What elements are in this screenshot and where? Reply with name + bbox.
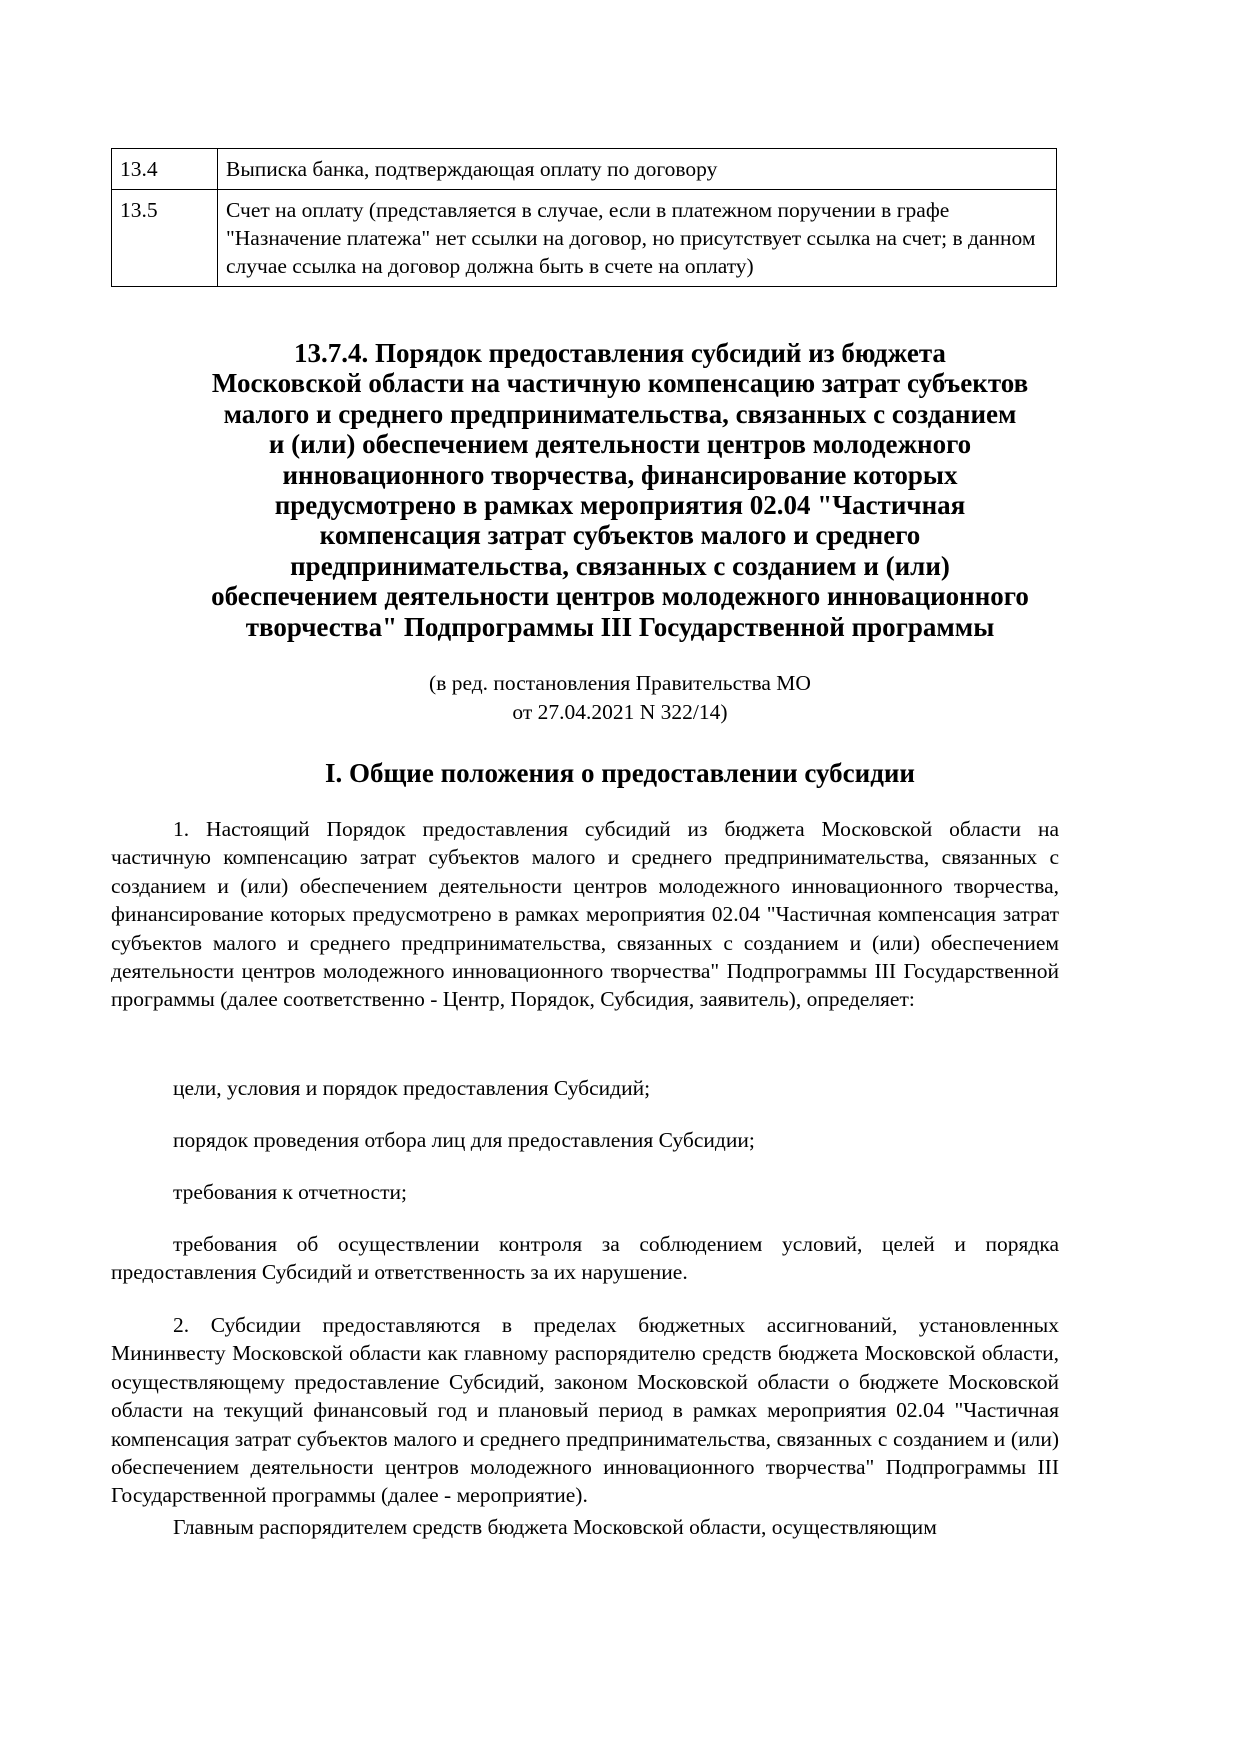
heading-line: малого и среднего предпринимательства, связанных с созданием: [223, 398, 1017, 429]
heading-line: 13.7.4. Порядок предоставления субсидий из бюджета: [294, 338, 946, 368]
list-item: требования к отчетности;: [173, 1180, 407, 1204]
heading-line: компенсация затрат субъектов малого и среднего: [319, 520, 921, 551]
list-item: требования об осуществлении контроля за соблюдением условий, целей и порядка предоставления Субсидий и ответственность за их нарушение.: [111, 1232, 1059, 1285]
heading-line: предусмотрено в рамках мероприятия 02.04 "Частичная: [274, 490, 966, 521]
edition-note: [150, 669, 1090, 727]
chapter-title: I. Общие положения о предоставлении субсидии: [325, 758, 915, 788]
documents-table: [111, 148, 1057, 287]
row-text-cell: Счет на оплату (представляется в случае, если в платежном поручении в графе "Назначение платежа" нет ссылки на договор, но присутствует ссылка на счет; в данном случае ссылка на договор должна быть в счете на оплату): [218, 190, 1057, 287]
table-row: [112, 190, 1057, 287]
heading-line: предпринимательства, связанных с созданием и (или): [290, 550, 950, 581]
heading-line: обеспечением деятельности центров молодежного инновационного: [211, 581, 1029, 612]
list-item: цели, условия и порядок предоставления Субсидий;: [173, 1076, 651, 1100]
paragraph-3: Главным распорядителем средств бюджета Московской области, осуществляющим: [173, 1515, 937, 1539]
edition-line: (в ред. постановления Правительства МО: [429, 671, 811, 695]
table-row: [112, 149, 1057, 190]
row-number-cell: 13.5: [112, 190, 218, 287]
heading-line: творчества" Подпрограммы III Государственной программы: [245, 611, 995, 642]
list-item: порядок проведения отбора лиц для предоставления Субсидии;: [173, 1128, 755, 1152]
heading-line: инновационного творчества, финансирование которых: [282, 459, 958, 490]
edition-line: от 27.04.2021 N 322/14): [512, 700, 728, 724]
paragraph-2: 2. Субсидии предоставляются в пределах бюджетных ассигнований, установленных Мининвесту Московской области как главному распорядителю средств бюджета Московской области, осуществляющему предоставление Субсидий, законом Московской области о бюджете Московской области на текущий финансовый год и плановый период в рамках мероприятия 02.04 "Частичная компенсация затрат субъектов малого и среднего предпринимательства, связанных с созданием и (или) обеспечением деятельности центров молодежного инновационного творчества" Подпрограммы III Государственной программы (далее - мероприятие).: [111, 1313, 1059, 1508]
row-text-cell: Выписка банка, подтверждающая оплату по договору: [218, 149, 1057, 190]
heading-line: Московской области на частичную компенсацию затрат субъектов: [211, 368, 1029, 399]
paragraph-1: 1. Настоящий Порядок предоставления субсидий из бюджета Московской области на частичную компенсацию затрат субъектов малого и среднего предпринимательства, связанных с созданием и (или) обеспечением деятельности центров молодежного инновационного творчества, финансирование которых предусмотрено в рамках мероприятия 02.04 "Частичная компенсация затрат субъектов малого и среднего предпринимательства, связанных с созданием и (или) обеспечением деятельности центров молодежного инновационного творчества" Подпрограммы III Государственной программы (далее соответственно - Центр, Порядок, Субсидия, заявитель), определяет:: [111, 817, 1059, 1012]
row-number-cell: 13.4: [112, 149, 218, 190]
section-heading: [150, 338, 1090, 642]
heading-line: и (или) обеспечением деятельности центров молодежного: [268, 429, 972, 460]
